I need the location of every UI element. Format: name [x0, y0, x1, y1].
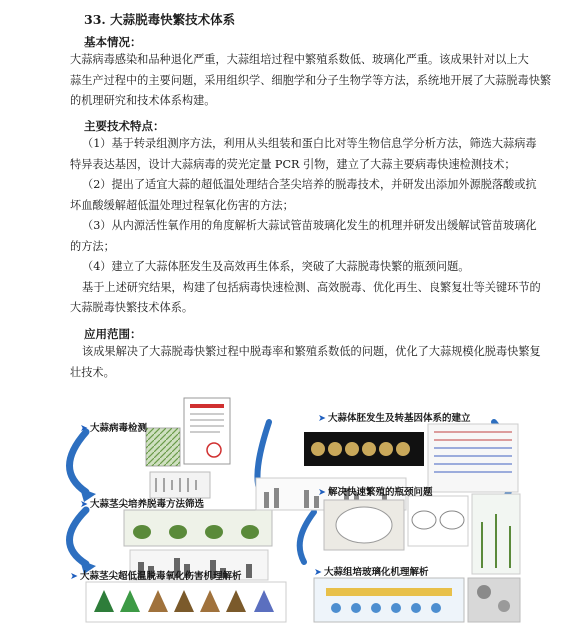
arrow-bullet-icon: ➤ [318, 413, 326, 424]
heatmap-thumbnail [428, 424, 518, 492]
arrow-bullet-icon: ➤ [314, 567, 322, 578]
scope-heading: 应用范围： [84, 327, 142, 341]
text-line: 的机理研究和技术体系构建。 [70, 94, 216, 107]
flow-arrow [70, 432, 87, 492]
basic-paragraph [70, 50, 552, 112]
arrow-bullet-icon: ➤ [318, 487, 326, 498]
features-paragraph [70, 134, 541, 319]
text-line: 大蒜脱毒快繁技术体系。 [70, 301, 194, 314]
basic-heading: 基本情况： [84, 35, 142, 49]
caption-bottleneck: ➤ 解决快速繁殖的瓶颈问题 [318, 487, 433, 498]
caption-shoot-tip: ➤ 大蒜茎尖培养脱毒方法筛选 [80, 499, 204, 510]
text-line: 的方法； [70, 239, 115, 253]
text-line: 壮技术。 [70, 365, 115, 379]
text-line: 基于上述研究结果，构建了包括病毒快速检测、高效脱毒、优化再生、良繁复壮等关键环节的 [82, 280, 541, 294]
flow-arrow [300, 512, 314, 562]
caption-virus-detection: ➤ 大蒜病毒检测 [80, 423, 147, 434]
text-line: 特异表达基因，设计大蒜病毒的荧光定量 PCR 引物，建立了大蒜主要病毒快速检测技术； [70, 157, 516, 171]
micrograph [468, 578, 520, 622]
caption-cryo-damage: ➤ 大蒜茎尖超低温脱毒氧化伤害机理解析 [70, 571, 242, 582]
arrow-bullet-icon: ➤ [70, 571, 78, 582]
text-line: （1）基于转录组测序方法，利用从头组装和蛋白比对等生物信息学分析方法，筛选大蒜病毒 [82, 137, 537, 150]
arrow-bullet-icon: ➤ [80, 423, 88, 434]
text-line: （4）建立了大蒜体胚发生及高效再生体系，突破了大蒜脱毒快繁的瓶颈问题。 [82, 260, 470, 273]
caption-vitrification: ➤ 大蒜组培玻璃化机理解析 [314, 567, 429, 578]
caption-embryo-system: ➤ 大蒜体胚发生及转基因体系的建立 [318, 413, 471, 424]
text-line: 蒜生产过程中的主要问题，采用组织学、细胞学和分子生物学等方法，系统地开展了大蒜脱毒快繁 [70, 73, 552, 87]
text-line: （2）提出了适宜大蒜的超低温处理结合茎尖培养的脱毒技术，并研发出添加外源脱落酸或抗 [82, 178, 537, 191]
technology-figure [64, 392, 524, 624]
text-line: 大蒜病毒感染和品种退化严重，大蒜组培过程中繁殖系数低、玻璃化严重。该成果针对以上大 [70, 53, 529, 66]
text-line: 该成果解决了大蒜脱毒快繁过程中脱毒率和繁殖系数低的问题，优化了大蒜规模化脱毒快繁复 [82, 345, 541, 358]
section-title: 33. 大蒜脱毒快繁技术体系 [84, 12, 236, 27]
arrow-bullet-icon: ➤ [80, 499, 88, 510]
cell-diagram [314, 578, 464, 622]
flow-arrow [70, 510, 87, 564]
features-heading: 主要技术特点： [84, 119, 165, 133]
scope-paragraph [70, 342, 541, 383]
dish-diagram [408, 496, 468, 546]
text-line: （3）从内源活性氧作用的角度解析大蒜试管苗玻璃化发生的机理并研发出缓解试管苗玻璃化 [82, 219, 537, 232]
text-line: 坏血酸缓解超低温处理过程氧化伤害的方法； [70, 198, 294, 212]
